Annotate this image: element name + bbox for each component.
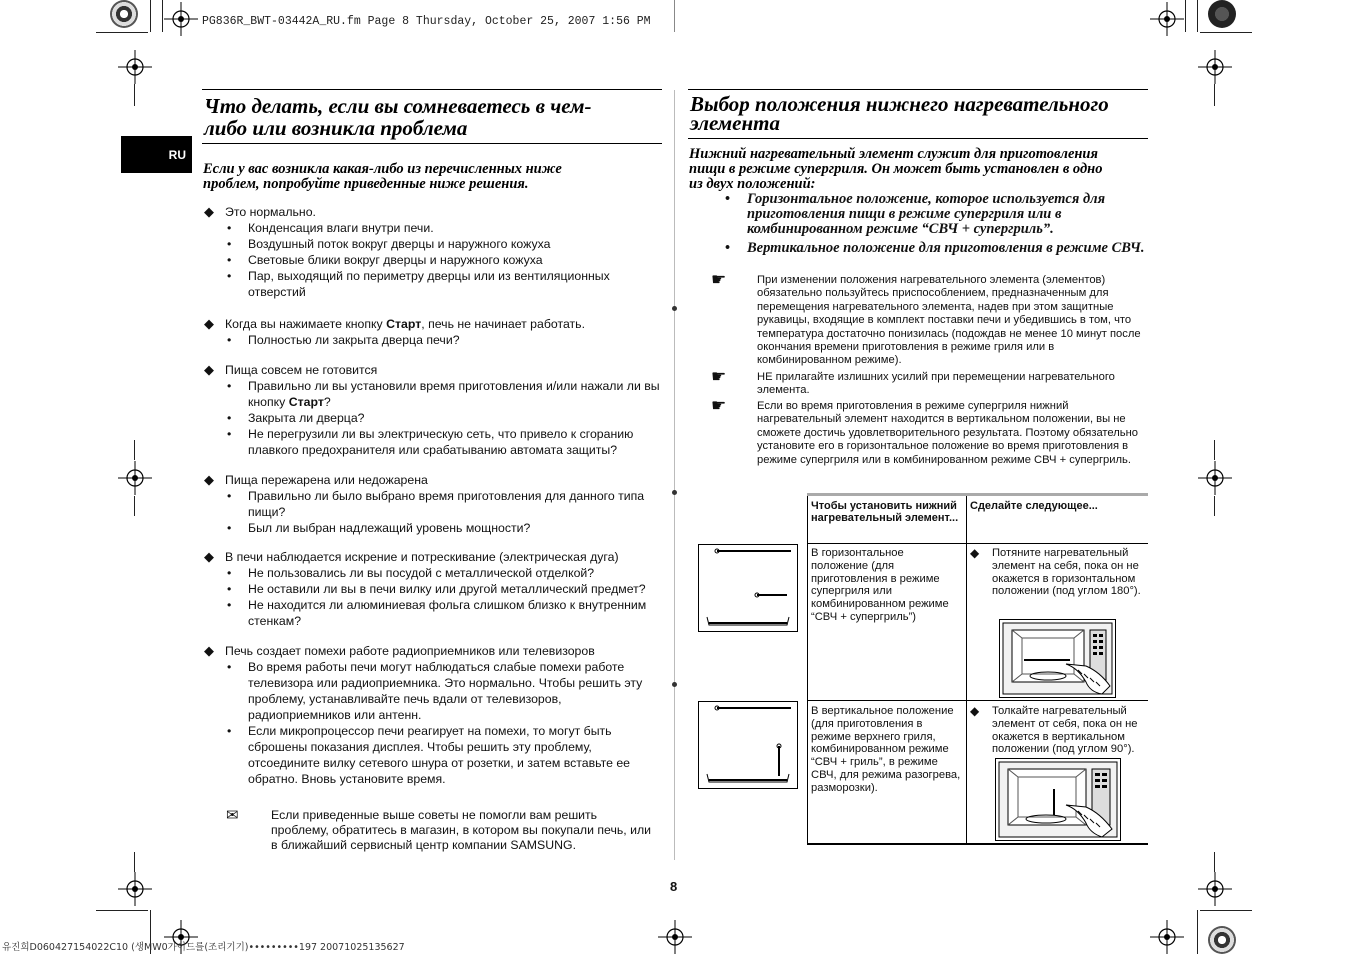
problem-section [204,204,664,300]
bullet-icon: • [227,379,232,393]
bullet-icon: • [227,221,232,235]
table-header-action: Сделайте следующее... [970,500,1098,512]
problem-section [204,362,664,458]
crop-line [134,440,135,460]
crop-line [1185,0,1186,32]
bullet-icon: • [725,240,731,256]
page-number: 8 [670,879,678,894]
section-heading: Это нормально. [225,205,316,219]
table-bottom-rule [807,843,1148,845]
color-calibration-disc-icon [1208,0,1236,28]
center-guide [674,90,675,860]
right-title-top-rule [688,89,1148,90]
table-left-border [807,496,808,844]
crop-line [1200,32,1252,33]
right-title-bottom-rule [688,138,1148,139]
registration-mark-icon [1198,872,1232,906]
bullet-icon: • [227,427,232,441]
left-intro [203,162,663,192]
registration-mark-icon [1150,920,1184,954]
bullet-icon: • [227,521,232,535]
problem-section: ◆ Когда вы нажимаете кнопку Старт, печь не начинает работать. • Полностью ли закрыта дверца печи? [204,316,664,348]
left-page-title [204,95,664,139]
registration-mark-icon [118,50,152,84]
start-key-label: Старт [386,317,422,331]
list-item: • Воздушный поток вокруг дверцы и наружного кожуха [227,237,551,251]
center-guide [674,0,675,32]
left-title-top-rule [202,89,662,90]
envelope-icon: ✉ [226,807,239,824]
bullet-icon: • [227,489,232,503]
left-title-line1: Что делать, если вы сомневаетесь в чем- [204,94,592,118]
diamond-bullet-icon: ◆ [204,362,214,377]
list-item: • Полностью ли закрыта дверца печи? [227,333,460,347]
position-bullet: • Горизонтальное положение, которое используется для приготовления пищи в режиме супергриля или в комбинированном режиме “СВЧ + супергриль”. [725,191,1106,237]
list-item: • Правильно ли вы установили время приготовления и/или нажали ли вы кнопку Старт? [227,379,660,409]
list-item: • Был ли выбран надлежащий уровень мощности? [227,521,531,535]
diamond-bullet-icon: ◆ [204,549,214,564]
caution-note: При изменении положения нагревательного элемента (элементов) обязательно пользуйтесь приспособлением, предназначенным для перемещения нагревательного элемента, надев при этом защитные рукавицы, входящие в комплект поставки печи и убедившись в том, что температура достаточно понизилась (подождав не менее 10 минут после окончания времени приготовления в режиме гриля или в комбинированном режиме). [757,274,1141,367]
crop-line [134,84,135,106]
crop-line [134,852,135,872]
list-item: • Закрыта ли дверца? [227,411,365,425]
caution-note: НЕ прилагайте излишних усилий при перемещении нагревательного элемента. [757,371,1115,397]
table-top-rule [807,493,1148,496]
registration-mark-icon [118,872,152,906]
bullet-icon: • [227,253,232,267]
position-bullet: • Вертикальное положение для приготовления в режиме СВЧ. [725,240,1145,256]
binding-dot [672,306,677,311]
table-cell-action: Толкайте нагревательный элемент от себя, пока он не окажется в вертикальном положении (под углом 90°). [992,705,1138,756]
left-intro-line1: Если у вас возникла какая-либо из перечисленных ниже [203,161,562,177]
section-heading: Пища пережарена или недожарена [225,473,428,487]
left-footnote: Если приведенные выше советы не помогли вам решить проблему, обратитесь в магазин, в котором вы покупали печь, или в ближайший сервисный центр компании SAMSUNG. [271,808,652,852]
crop-line [96,910,148,911]
bullet-icon: • [227,660,232,674]
diamond-bullet-icon: ◆ [970,704,980,718]
registration-mark-icon [658,920,692,954]
problem-section [204,472,664,536]
table-cell-position: В вертикальное положение (для приготовления в режиме верхнего гриля, комбинированном режиме “СВЧ + гриль”, в режиме СВЧ, для режима разогрева, разморозки). [811,705,961,794]
caution-note: Если во время приготовления в режиме супергриля нижний нагревательный элемент находится в вертикальном положении, вы не сможете достичь удовлетворительного результата. Поэтому обязательно установите его в горизонтальное положение во время приготовления в режиме супергриля или в комбинированном режиме СВЧ + супергриль. [757,400,1139,466]
bullet-icon: • [227,269,232,283]
list-item: • Не пользовались ли вы посудой с металлической отделкой? [227,566,595,580]
problem-section [204,643,664,787]
horizontal-element-diagram [698,544,798,632]
bullet-icon: • [227,582,232,596]
table-column-divider [966,496,967,844]
list-item: • Правильно ли было выбрано время приготовления для данного типа пищи? [227,489,645,519]
crop-line [162,0,163,32]
diamond-bullet-icon: ◆ [204,643,214,658]
table-row-rule [807,700,1148,701]
crop-line [1214,852,1215,872]
hand-pointer-icon: ☛ [711,367,727,386]
right-title-line1: Выбор положения нижнего нагревательного [690,92,1109,116]
problem-section [204,549,664,629]
crop-line [134,496,135,516]
hand-pointer-icon: ☛ [711,396,727,415]
crop-line [1200,910,1252,911]
file-info-header: PG836R_BWT-03442A_RU.fm Page 8 Thursday, October 25, 2007 1:56 PM [202,15,651,28]
crop-line [1214,440,1215,460]
vertical-element-diagram [698,701,798,789]
bullet-icon: • [227,411,232,425]
left-title-bottom-rule [202,143,662,144]
registration-mark-icon [118,461,152,495]
right-intro: Нижний нагревательный элемент служит для приготовления пищи в режиме супергриля. Он может быть установлен в одно из двух положений: [689,146,1103,192]
start-key-label: Старт [288,395,324,409]
color-calibration-disc-icon [110,0,138,28]
diamond-bullet-icon: ◆ [204,316,214,331]
right-page-title [690,92,1150,135]
list-item: • Не перегрузили ли вы электрическую сеть, что привело к сгоранию плавкого предохранителя или срабатыванию автомата защиты? [227,427,634,457]
bullet-icon: • [227,566,232,580]
table-cell-action: Потяните нагревательный элемент на себя, пока он не окажется в горизонтальном положении (под углом 180°). [992,547,1141,598]
oven-horizontal-illustration [999,619,1116,698]
crop-line [1214,84,1215,106]
registration-mark-icon [1198,50,1232,84]
diamond-bullet-icon: ◆ [204,204,214,219]
binding-dot [672,490,677,495]
table-cell-position: В горизонтальное положение (для приготовления в режиме супергриля или комбинированном режиме “СВЧ + супергриль”) [811,547,949,623]
crop-line [1197,910,1198,954]
left-title-line2: либо или возникла проблема [204,116,468,140]
print-code-footer: 유진희D060427154022C10 (생MW0가이드를(조리기기)•••••••••197 20071025135627 [2,942,405,953]
crop-line [150,0,151,32]
registration-mark-icon [164,2,198,36]
bullet-icon: • [227,724,232,738]
bullet-icon: • [227,237,232,251]
list-item: • Конденсация влаги внутри печи. [227,221,434,235]
oven-vertical-illustration [995,758,1121,841]
diamond-bullet-icon: ◆ [204,472,214,487]
list-item: • Не оставили ли вы в печи вилку или другой металлический предмет? [227,582,646,596]
list-item: • Пар, выходящий по периметру дверцы или из вентиляционных отверстий [227,269,610,299]
registration-mark-icon [1198,461,1232,495]
crop-line [1214,496,1215,516]
hand-pointer-icon: ☛ [711,270,727,289]
table-header-position: Чтобы установить нижний нагревательный элемент... [811,500,959,524]
list-item: • Во время работы печи могут наблюдаться слабые помехи работе телевизора или радиоприемника. Это нормально. Чтобы решить эту проблему, устанавливайте печь вдали от телевизоров, радиоприемников или антенн. [227,660,643,722]
crop-line [96,32,148,33]
diamond-bullet-icon: ◆ [970,546,980,560]
bullet-icon: • [227,598,232,612]
crop-line [1197,0,1198,32]
bullet-icon: • [725,191,731,207]
section-heading: Печь создает помехи работе радиоприемников или телевизоров [225,644,595,658]
list-item: • Если микропроцессор печи реагирует на помехи, то могут быть сброшены показания дисплея. Чтобы решить эту проблему, отсоедините вилку сетевого шнура от розетки, и затем вставьте ее обратно. Вновь установите время. [227,724,631,786]
right-title-line2: элемента [690,111,780,135]
list-item: • Световые блики вокруг дверцы и наружного кожуха [227,253,543,267]
list-item: • Не находится ли алюминиевая фольга слишком близко к внутренним стенкам? [227,598,647,628]
left-intro-line2: проблем, попробуйте приведенные ниже решения. [203,176,529,192]
language-tab: RU [121,136,192,173]
section-heading: Пища совсем не готовится [225,363,378,377]
bullet-icon: • [227,333,232,347]
registration-mark-icon [1150,2,1184,36]
table-header-rule [807,543,1148,544]
color-calibration-disc-icon [1208,926,1236,954]
binding-dot [672,682,677,687]
section-heading: В печи наблюдается искрение и потрескивание (электрическая дуга) [225,550,619,564]
